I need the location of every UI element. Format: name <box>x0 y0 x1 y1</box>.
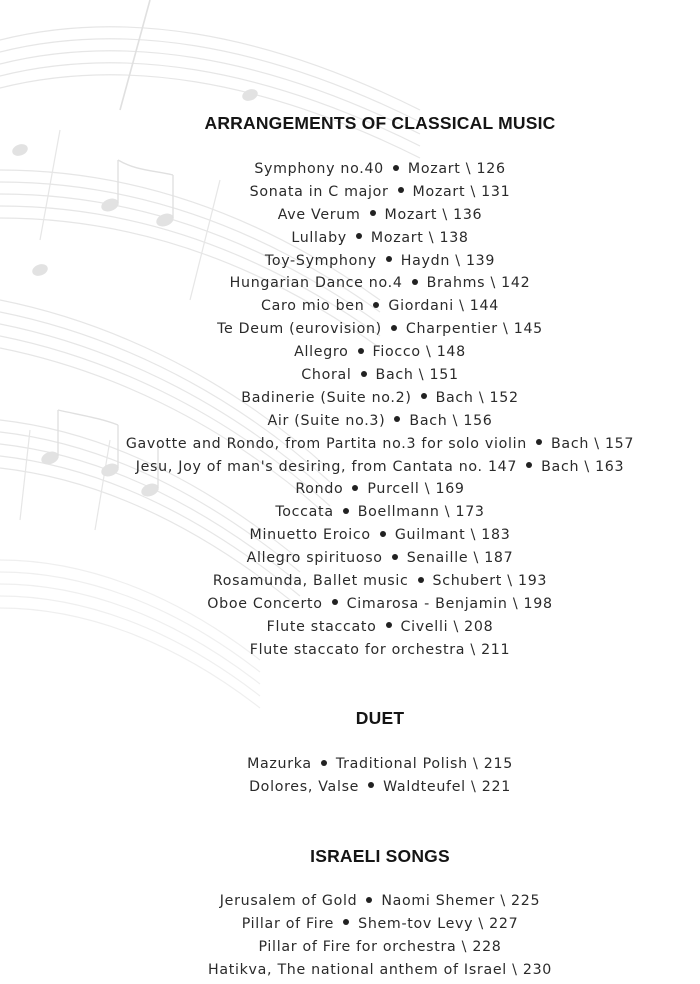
list-item: Lullaby Mozart \ 138 <box>291 229 469 246</box>
list-item: Ave Verum Mozart \ 136 <box>277 206 483 223</box>
list-item: Minuetto Eroico Guilmant \ 183 <box>249 527 511 544</box>
bullet-icon <box>393 165 399 171</box>
bullet-icon <box>526 462 532 468</box>
list-item: Pillar of Fire for orchestra \ 228 <box>258 938 502 955</box>
list-item: Toy-Symphony Haydn \ 139 <box>264 252 496 269</box>
bullet-icon <box>418 577 424 583</box>
list-item: Rondo Purcell \ 169 <box>295 481 465 498</box>
bullet-icon <box>321 760 327 766</box>
list-item: Pillar of Fire Shem-tov Levy \ 227 <box>241 915 519 932</box>
list-item: Hungarian Dance no.4 Brahms \ 142 <box>229 275 531 292</box>
section-title-duet: DUET <box>355 708 405 728</box>
bullet-icon <box>398 187 404 193</box>
list-item: Hatikva, The national anthem of Israel \ 230 <box>207 961 553 978</box>
list-item: Caro mio ben Giordani \ 144 <box>261 298 499 315</box>
entry-list-duet <box>60 753 700 799</box>
list-item: Mazurka Traditional Polish \ 215 <box>247 756 513 772</box>
bullet-icon <box>380 531 386 537</box>
bullet-icon <box>352 485 358 491</box>
section-title-classical: ARRANGEMENTS OF CLASSICAL MUSIC <box>204 113 556 133</box>
bullet-icon <box>343 508 349 514</box>
list-item: Air (Suite no.3) Bach \ 156 <box>267 412 493 429</box>
list-item: Flute staccato for orchestra \ 211 <box>249 641 511 658</box>
bullet-icon <box>412 279 418 285</box>
list-item: Allegro spirituoso Senaille \ 187 <box>246 550 514 567</box>
list-item: Sonata in C major Mozart \ 131 <box>249 183 511 200</box>
bullet-icon <box>366 897 372 903</box>
bullet-icon <box>391 325 397 331</box>
bullet-icon <box>370 210 376 216</box>
list-item: Dolores, Valse Waldteufel \ 221 <box>249 778 511 795</box>
list-item: Gavotte and Rondo, from Partita no.3 for solo violin Bach \ 157 <box>125 435 635 452</box>
list-item: Oboe Concerto Cimarosa - Benjamin \ 198 <box>207 595 553 612</box>
list-item: Jerusalem of Gold Naomi Shemer \ 225 <box>219 893 541 909</box>
list-item: Rosamunda, Ballet music Schubert \ 193 <box>212 573 548 590</box>
bullet-icon <box>343 919 349 925</box>
list-item: Flute staccato Civelli \ 208 <box>266 618 494 635</box>
bullet-icon <box>386 256 392 262</box>
bullet-icon <box>332 599 338 605</box>
bullet-icon <box>394 416 400 422</box>
bullet-icon <box>356 233 362 239</box>
bullet-icon <box>358 348 364 354</box>
list-item: Badinerie (Suite no.2) Bach \ 152 <box>241 389 519 406</box>
list-item: Toccata Boellmann \ 173 <box>275 504 485 521</box>
list-item: Symphony no.40 Mozart \ 126 <box>254 161 506 177</box>
bullet-icon <box>536 439 542 445</box>
bullet-icon <box>392 554 398 560</box>
list-item: Te Deum (eurovision) Charpentier \ 145 <box>217 321 543 338</box>
list-item: Choral Bach \ 151 <box>301 367 459 384</box>
bullet-icon <box>361 371 367 377</box>
section-title-israeli-songs: ISRAELI SONGS <box>310 846 450 866</box>
entry-list-israeli-songs <box>60 890 700 982</box>
list-item: Jesu, Joy of man's desiring, from Cantata no. 147 Bach \ 163 <box>135 458 625 475</box>
bullet-icon <box>368 782 374 788</box>
bullet-icon <box>386 622 392 628</box>
bullet-icon <box>373 302 379 308</box>
list-item: Allegro Fiocco \ 148 <box>294 344 466 361</box>
entry-list-classical <box>60 158 700 662</box>
bullet-icon <box>421 393 427 399</box>
